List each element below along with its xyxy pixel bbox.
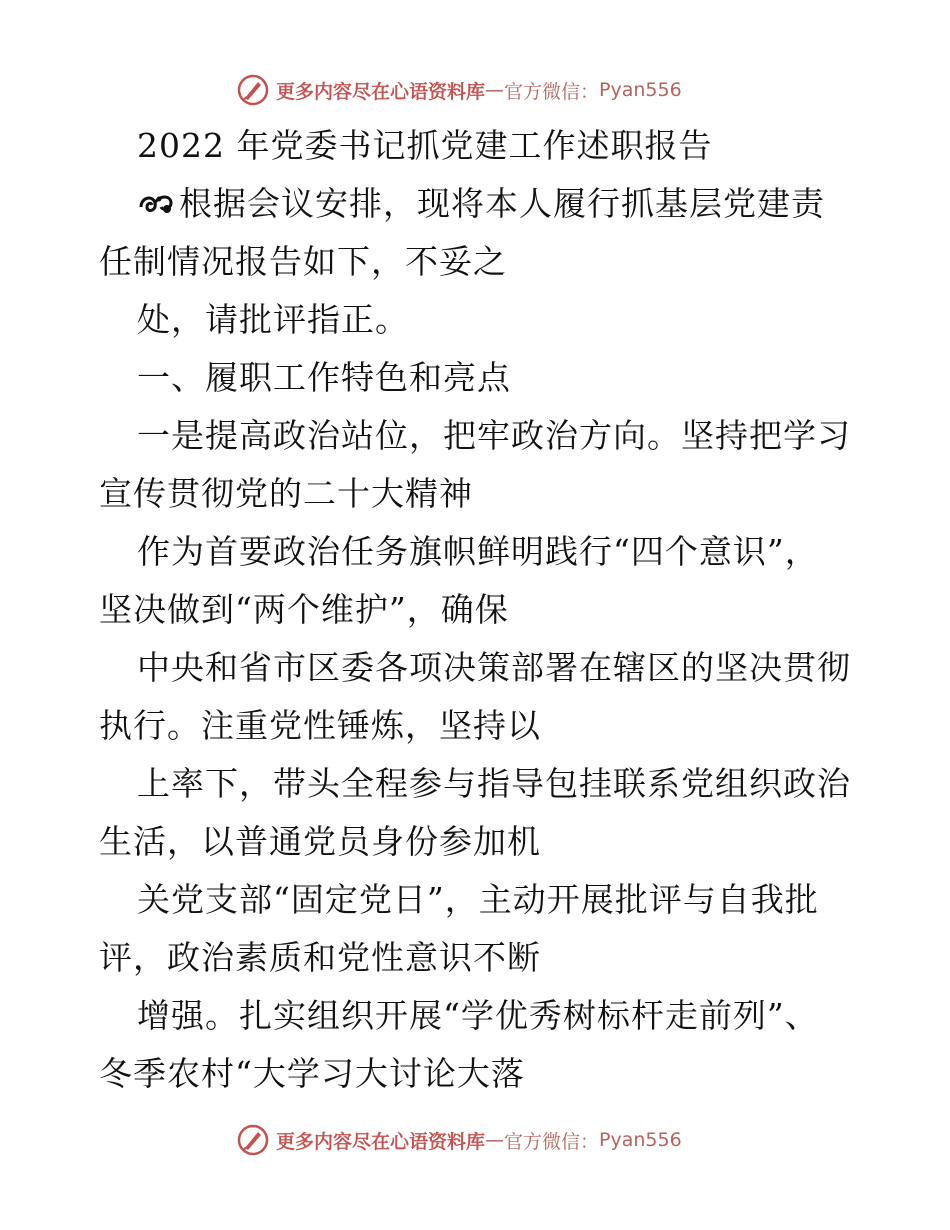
watermark-separator: — xyxy=(485,1129,505,1151)
paragraph-line: 任制情况报告如下，不妥之 xyxy=(99,242,507,281)
watermark-wechat-label: 官方微信： xyxy=(504,1130,600,1153)
watermark-wechat-id: Pyan556 xyxy=(599,1129,682,1151)
paragraph-line: 宣传贯彻党的二十大精神 xyxy=(99,474,473,513)
paragraph-line: 执行。注重党性锤炼，坚持以 xyxy=(99,706,541,745)
watermark-wechat-id: Pyan556 xyxy=(599,79,682,101)
paragraph-text: 根据会议安排，现将本人履行抓基层党建责 xyxy=(179,184,825,223)
paragraph-line: 增强。扎实组织开展“学优秀树标杆走前列”、 xyxy=(137,996,819,1035)
fleuron-ornament-icon xyxy=(137,187,177,219)
watermark-banner-bottom xyxy=(236,1120,682,1160)
watermark-site-text: 更多内容尽在心语资料库 xyxy=(276,1130,486,1153)
document-title: 2022 年党委书记抓党建工作述职报告 xyxy=(137,126,713,165)
section-heading: 一、履职工作特色和亮点 xyxy=(137,358,511,397)
paragraph-line: 关党支部“固定党日”，主动开展批评与自我批 xyxy=(137,880,819,919)
watermark-banner-top xyxy=(236,70,682,110)
paragraph-line: 处，请批评指正。 xyxy=(137,300,409,339)
paragraph-line: 中央和省市区委各项决策部署在辖区的坚决贯彻 xyxy=(137,648,851,687)
paragraph-line: 上率下，带头全程参与指导包挂联系党组织政治 xyxy=(137,764,851,803)
paragraph-line: 冬季农村“大学习大讨论大落 xyxy=(99,1054,525,1093)
watermark-separator: — xyxy=(485,79,505,101)
paragraph-line: 作为首要政治任务旗帜鲜明践行“四个意识”， xyxy=(137,532,819,571)
watermark-wechat-label: 官方微信： xyxy=(504,80,600,103)
paragraph-line: 一是提高政治站位，把牢政治方向。坚持把学习 xyxy=(137,416,851,455)
paragraph-line: 生活，以普通党员身份参加机 xyxy=(99,822,541,861)
quill-seal-icon xyxy=(236,73,270,107)
paragraph-line: 评，政治素质和党性意识不断 xyxy=(99,938,541,977)
paragraph-line: 坚决做到“两个维护”，确保 xyxy=(99,590,509,629)
quill-seal-icon xyxy=(236,1123,270,1157)
watermark-site-text: 更多内容尽在心语资料库 xyxy=(276,80,486,103)
paragraph-line xyxy=(137,184,825,224)
